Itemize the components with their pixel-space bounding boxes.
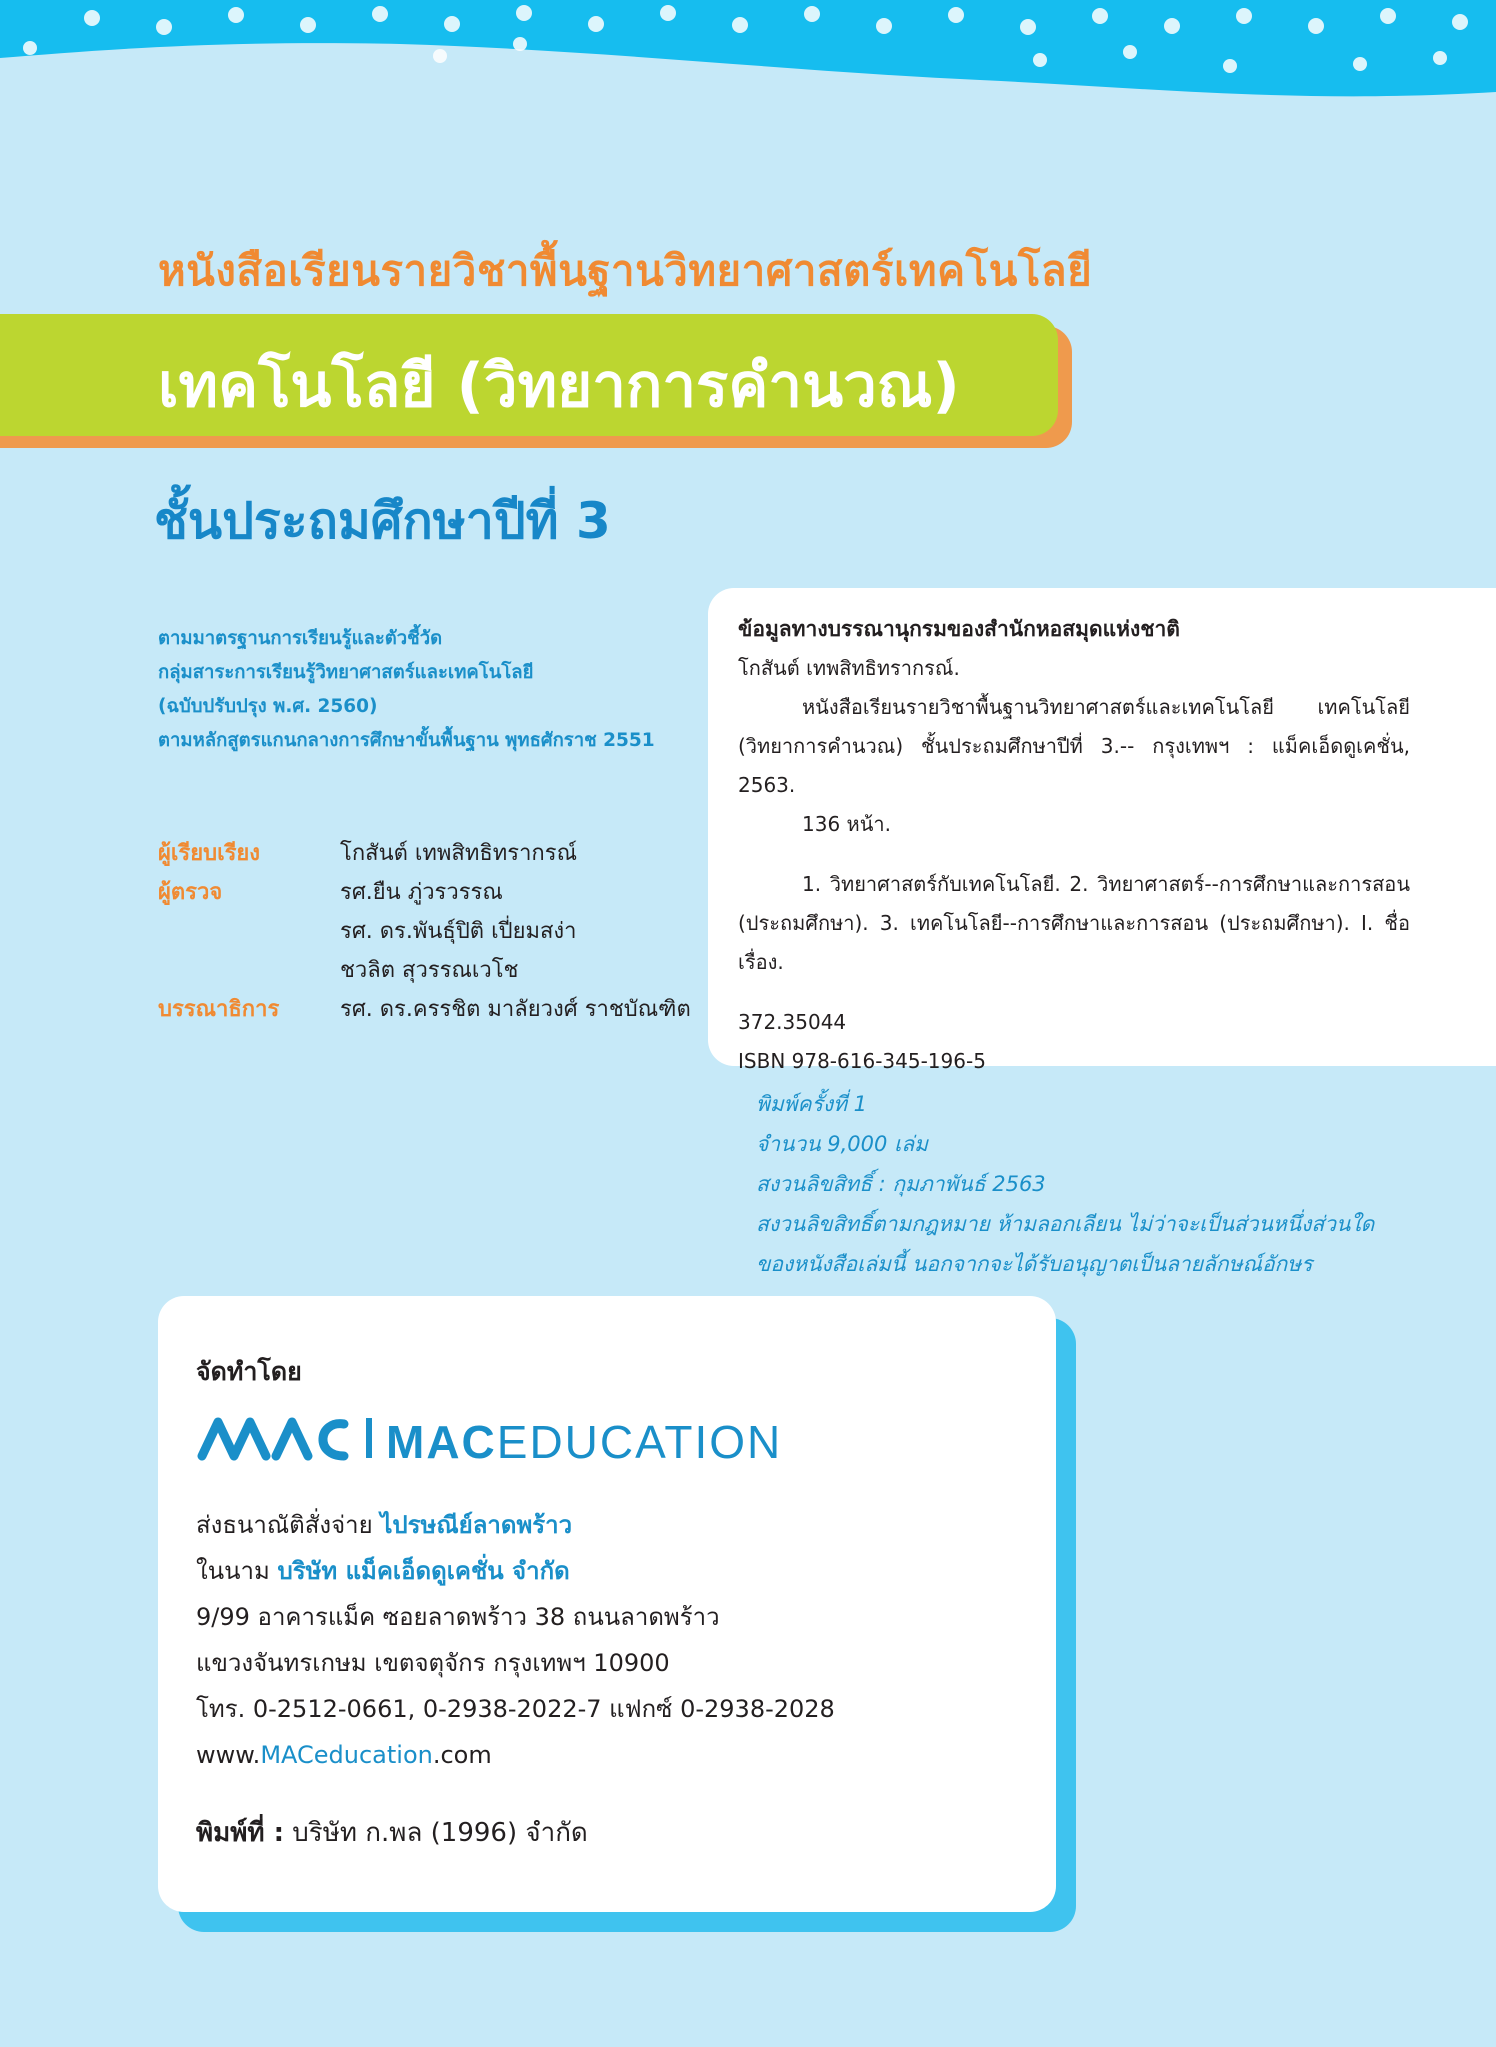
web-domain: MACeducation <box>260 1741 433 1769</box>
order-post-office: ไปรษณีย์ลาดพร้าว <box>380 1511 573 1539</box>
print-info <box>756 1084 1374 1284</box>
credit-role <box>158 951 340 990</box>
credit-role: ผู้เรียบเรียง <box>158 841 261 866</box>
print-info-line: จำนวน 9,000 เล่ม <box>756 1132 928 1156</box>
logo-text-bold: MAC <box>386 1416 497 1464</box>
cataloging-subjects: 1. วิทยาศาสตร์กับเทคโนโลยี. 2. วิทยาศาสตร์--การศึกษาและการสอน (ประถมศึกษา). 3. เทคโนโลยี--การศึกษาและการสอน (ประถมศึกษา). I. ชื่อเรื่อง. <box>738 872 1410 974</box>
mac-education-logo <box>196 1412 836 1464</box>
printer-name: บริษัท ก.พล (1996) จำกัด <box>292 1818 588 1848</box>
address-line-2: แขวงจันทรเกษม เขตจตุจักร กรุงเทพฯ 10900 <box>196 1649 670 1677</box>
credit-row <box>158 951 691 990</box>
credit-name: ชวลิต สุวรรณเวโช <box>340 958 519 983</box>
print-info-line: พิมพ์ครั้งที่ 1 <box>756 1092 867 1116</box>
address-line-1: 9/99 อาคารแม็ค ซอยลาดพร้าว 38 ถนนลาดพร้าว <box>196 1603 720 1631</box>
credits-list <box>158 834 691 1029</box>
credit-name: รศ. ดร.ครรชิต มาลัยวงศ์ ราชบัณฑิต <box>340 997 691 1022</box>
publisher-info <box>196 1502 835 1778</box>
company-name: บริษัท แม็คเอ็ดดูเคชั่น จำกัด <box>277 1557 570 1585</box>
web-suffix: .com <box>432 1741 492 1769</box>
print-info-line: สงวนลิขสิทธิ์ตามกฎหมาย ห้ามลอกเลียน ไม่ว่าจะเป็นส่วนหนึ่งส่วนใด <box>756 1212 1375 1236</box>
standards-line: กลุ่มสาระการเรียนรู้วิทยาศาสตร์และเทคโนโลยี <box>158 662 534 683</box>
credit-name: รศ. ดร.พันธุ์ปิติ เปี่ยมสง่า <box>340 919 577 944</box>
credit-role <box>158 912 340 951</box>
curriculum-standards <box>158 622 718 758</box>
credit-row <box>158 873 691 912</box>
series-title: หนังสือเรียนรายวิชาพื้นฐานวิทยาศาสตร์เทคโนโลยี <box>158 246 1093 295</box>
made-by-label: จัดทำโดย <box>196 1357 302 1386</box>
svg-text:MACEDUCATION <box>386 1416 782 1464</box>
print-info-line: สงวนลิขสิทธิ์ : กุมภาพันธ์ 2563 <box>756 1172 1046 1196</box>
grade-level: ชั้นประถมศึกษาปีที่ 3 <box>154 492 611 550</box>
name-prefix: ในนาม <box>196 1557 270 1585</box>
cataloging-author: โกสันต์ เทพสิทธิทรากรณ์. <box>738 656 960 680</box>
printer-line <box>196 1812 588 1853</box>
standards-line: ตามมาตรฐานการเรียนรู้และตัวชี้วัด <box>158 628 443 649</box>
credit-row <box>158 834 691 873</box>
credit-name: โกสันต์ เทพสิทธิทรากรณ์ <box>340 841 577 866</box>
cataloging-classification: 372.35044 <box>738 1010 847 1034</box>
credit-row <box>158 912 691 951</box>
order-prefix: ส่งธนาณัติสั่งจ่าย <box>196 1511 373 1539</box>
order-line <box>196 1502 835 1548</box>
phone-line: โทร. 0-2512-0661, 0-2938-2022-7 แฟกซ์ 0-2938-2028 <box>196 1695 835 1723</box>
standards-line: ตามหลักสูตรแกนกลางการศึกษาขั้นพื้นฐาน พุทธศักราช 2551 <box>158 730 655 751</box>
standards-line: (ฉบับปรับปรุง พ.ศ. 2560) <box>158 696 378 717</box>
top-wave-decoration <box>0 0 1496 110</box>
website-link[interactable] <box>196 1732 835 1778</box>
company-line <box>196 1548 835 1594</box>
cataloging-isbn: ISBN 978-616-345-196-5 <box>738 1049 986 1073</box>
printed-label: พิมพ์ที่ : <box>196 1818 285 1848</box>
book-title: เทคโนโลยี (วิทยาการคำนวณ) <box>158 351 960 421</box>
cataloging-data <box>738 610 1410 1081</box>
cataloging-heading: ข้อมูลทางบรรณานุกรมของสำนักหอสมุดแห่งชาติ <box>738 617 1180 641</box>
logo-text-light: EDUCATION <box>496 1416 783 1464</box>
credit-role: บรรณาธิการ <box>158 997 280 1022</box>
credit-row <box>158 990 691 1029</box>
web-prefix: www. <box>196 1741 261 1769</box>
credit-role: ผู้ตรวจ <box>158 880 223 905</box>
print-info-line: ของหนังสือเล่มนี้ นอกจากจะได้รับอนุญาตเป็นลายลักษณ์อักษร <box>756 1252 1313 1276</box>
credit-name: รศ.ยืน ภู่วรวรรณ <box>340 880 503 905</box>
cataloging-description: หนังสือเรียนรายวิชาพื้นฐานวิทยาศาสตร์และเทคโนโลยี เทคโนโลยี (วิทยาการคำนวณ) ชั้นประถมศึกษาปีที่ 3.-- กรุงเทพฯ : แม็คเอ็ดดูเคชั่น, 2563. <box>738 695 1410 797</box>
cataloging-pages: 136 หน้า. <box>802 812 891 836</box>
